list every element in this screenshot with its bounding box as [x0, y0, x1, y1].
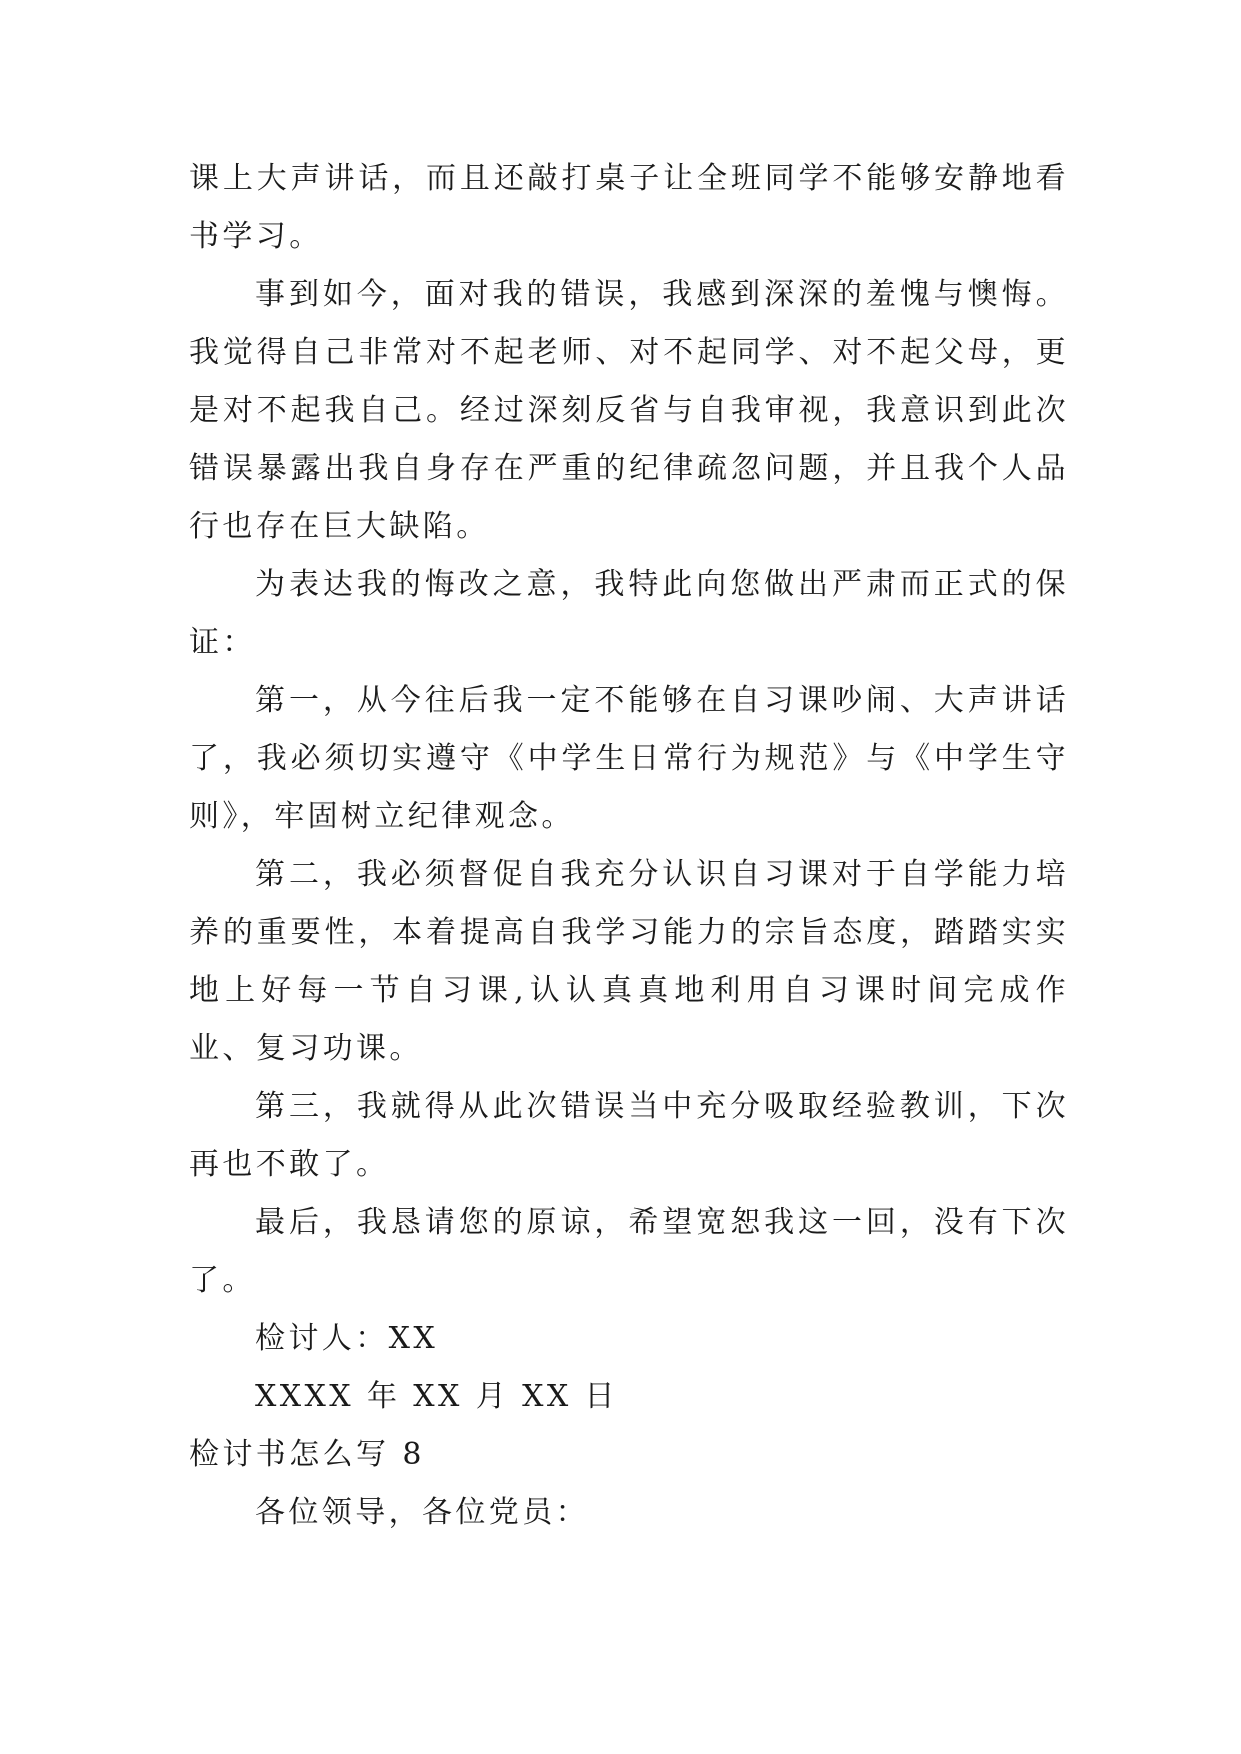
- paragraph-promise-third: 第三，我就得从此次错误当中充分吸取经验教训，下次再也不敢了。: [189, 1089, 1069, 1182]
- paragraph-continuation: 课上大声讲话，而且还敲打桌子让全班同学不能够安静地看书学习。: [189, 161, 1069, 254]
- paragraph-promise-intro: 为表达我的悔改之意，我特此向您做出严肃而正式的保证：: [189, 567, 1069, 660]
- date-line: XXXX 年 XX 月 XX 日: [255, 1379, 618, 1414]
- salutation-line: 各位领导，各位党员：: [255, 1495, 589, 1530]
- paragraph-promise-first: 第一，从今往后我一定不能够在自习课吵闹、大声讲话了，我必须切实遵守《中学生日常行为规范》与《中学生守则》，牢固树立纪律观念。: [189, 683, 1069, 834]
- document-body: [189, 150, 1069, 1542]
- paragraph-remorse: 事到如今，面对我的错误，我感到深深的羞愧与懊悔。我觉得自己非常对不起老师、对不起同学、对不起父母，更是对不起我自己。经过深刻反省与自我审视，我意识到此次错误暴露出我自身存在严重的纪律疏忽问题，并且我个人品行也存在巨大缺陷。: [189, 277, 1069, 544]
- paragraph-closing: 最后，我恳请您的原谅，希望宽恕我这一回，没有下次了。: [189, 1205, 1069, 1298]
- section-heading: 检讨书怎么写 8: [189, 1437, 425, 1472]
- signature-line: 检讨人：XX: [255, 1321, 439, 1356]
- paragraph-promise-second: 第二，我必须督促自我充分认识自习课对于自学能力培养的重要性，本着提高自我学习能力的宗旨态度，踏踏实实地上好每一节自习课,认认真真地利用自习课时间完成作业、复习功课。: [189, 857, 1069, 1066]
